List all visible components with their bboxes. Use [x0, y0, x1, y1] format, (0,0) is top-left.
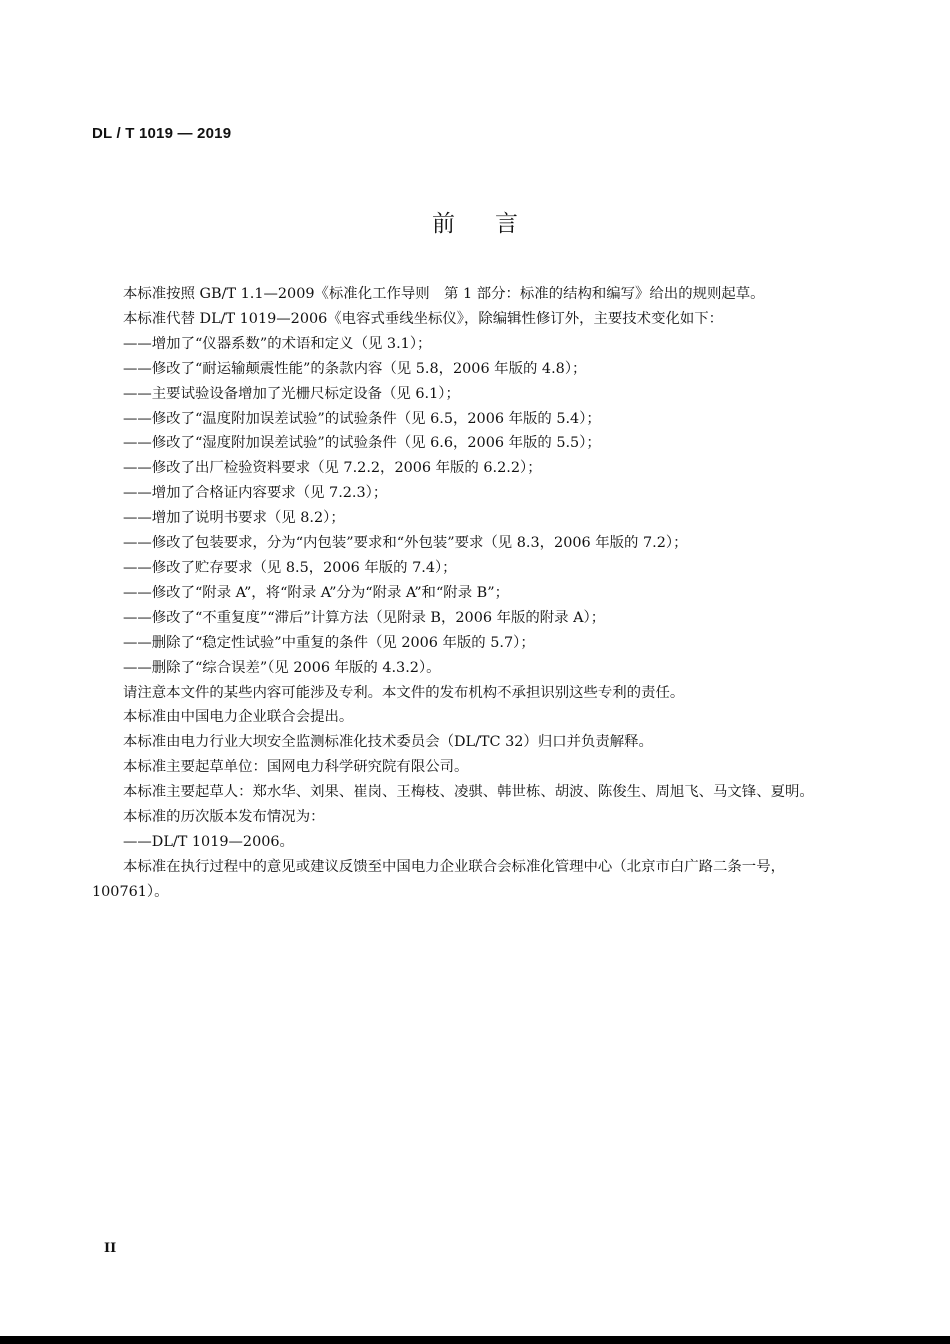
paragraph: 请注意本文件的某些内容可能涉及专利。本文件的发布机构不承担识别这些专利的责任。 — [123, 684, 685, 701]
paragraph: 本标准由中国电力企业联合会提出。 — [123, 709, 354, 726]
paragraph: 本标准主要起草单位：国网电力科学研究院有限公司。 — [123, 759, 469, 776]
list-item: ——修改了包装要求，分为“内包装”要求和“外包装”要求（见 8.3，2006 年版的 7.2）； — [123, 535, 688, 552]
list-item: ——删除了“综合误差”（见 2006 年版的 4.3.2）。 — [123, 659, 441, 676]
page-number: II — [104, 1241, 117, 1256]
paragraph: 本标准在执行过程中的意见或建议反馈至中国电力企业联合会标准化管理中心（北京市白广路二条一号，100761）。 — [92, 858, 785, 900]
paragraph: 本标准主要起草人：郑水华、刘果、崔岗、王梅枝、凌骐、韩世栋、胡波、陈俊生、周旭飞、马文锋、夏明。 — [123, 784, 814, 801]
list-item: ——修改了“不重复度”“滞后”计算方法（见附录 B，2006 年版的附录 A）； — [123, 609, 606, 626]
list-item: ——增加了合格证内容要求（见 7.2.3）； — [123, 485, 388, 502]
document-code: DL / T 1019 — 2019 — [92, 125, 232, 142]
paragraph: 本标准代替 DL/T 1019—2006《电容式垂线坐标仪》，除编辑性修订外，主要技术变化如下： — [123, 310, 724, 327]
list-item: ——删除了“稳定性试验”中重复的条件（见 2006 年版的 5.7）； — [123, 634, 535, 651]
list-item: ——修改了“湿度附加误差试验”的试验条件（见 6.6，2006 年版的 5.5）； — [123, 435, 601, 452]
list-item: ——修改了贮存要求（见 8.5，2006 年版的 7.4）； — [123, 559, 457, 576]
paragraph: 本标准的历次版本发布情况为： — [123, 809, 325, 826]
paragraph: 本标准按照 GB/T 1.1—2009《标准化工作导则 第 1 部分：标准的结构和编写》给出的规则起草。 — [123, 286, 765, 302]
bottom-border — [0, 1336, 950, 1344]
list-item: ——增加了说明书要求（见 8.2）； — [123, 510, 345, 527]
foreword-body — [92, 282, 844, 905]
page-title: 前言 — [432, 211, 558, 237]
list-item: ——修改了出厂检验资料要求（见 7.2.2，2006 年版的 6.2.2）； — [123, 460, 542, 477]
list-item: ——增加了“仪器系数”的术语和定义（见 3.1）； — [123, 335, 432, 352]
list-item: ——修改了“附录 A”，将“附录 A”分为“附录 A”和“附录 B”； — [123, 584, 509, 601]
list-item: ——修改了“温度附加误差试验”的试验条件（见 6.5，2006 年版的 5.4）； — [123, 410, 601, 427]
list-item: ——主要试验设备增加了光栅尺标定设备（见 6.1）； — [123, 385, 460, 402]
list-item: ——修改了“耐运输颠震性能”的条款内容（见 5.8，2006 年版的 4.8）； — [123, 360, 587, 377]
list-item: ——DL/T 1019—2006。 — [123, 833, 294, 850]
paragraph: 本标准由电力行业大坝安全监测标准化技术委员会（DL/TC 32）归口并负责解释。 — [123, 734, 653, 751]
